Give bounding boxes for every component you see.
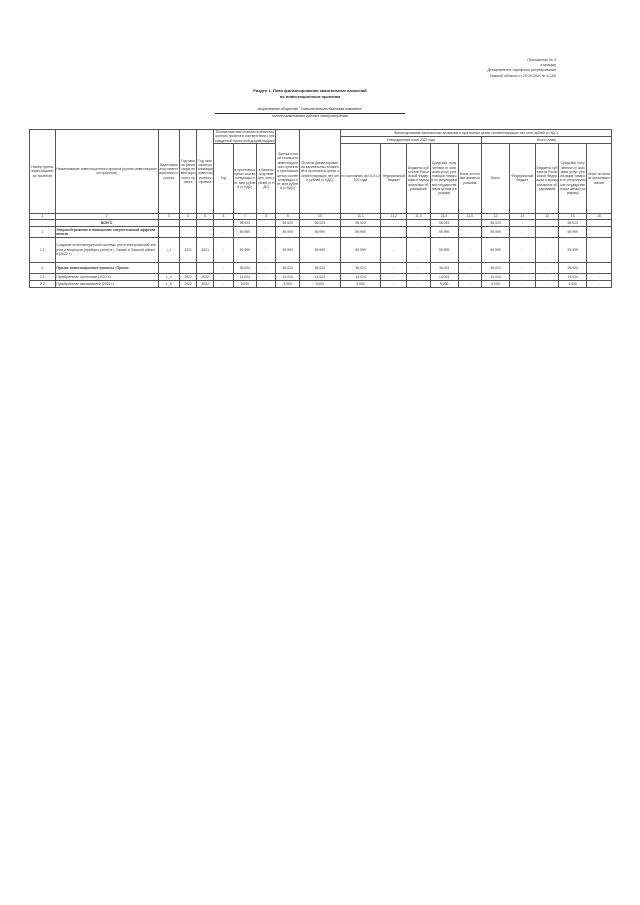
cell: 96,023 — [233, 219, 257, 226]
cell: - — [509, 219, 535, 226]
cell: 36,024 — [340, 262, 381, 273]
cell: 9,000 — [299, 280, 340, 287]
cell: 59,999 — [430, 237, 458, 262]
column-index: 3 — [158, 213, 179, 219]
cell: 14,024 — [340, 273, 381, 280]
header-as-of: по состоянию на 01.01.2022 года — [340, 143, 381, 213]
cell — [158, 219, 179, 226]
header-other: Иные источники финансирования — [458, 143, 482, 213]
cell: 96,023 — [299, 219, 340, 226]
header-federal: Федеральный бюджет — [509, 143, 535, 213]
cell: 14,024 — [559, 273, 587, 280]
cell: - — [535, 280, 559, 287]
cell: - — [257, 226, 276, 237]
cell — [197, 219, 214, 226]
cell: 9,000 — [276, 280, 300, 287]
cell: - — [381, 280, 407, 287]
cell: - — [214, 262, 233, 273]
cell: 2021 — [197, 237, 214, 262]
attachment-header — [386, 58, 556, 79]
cell: 59,999 — [482, 226, 510, 237]
cell: 59,999 — [559, 226, 587, 237]
cell — [197, 226, 214, 237]
cell: - — [509, 262, 535, 273]
cell: - — [381, 226, 407, 237]
header-end-year: Год окончания реализации инвестиционного проекта — [197, 130, 214, 214]
cell-name: Энергосбережение и повышение энергетической эффективности — [55, 226, 158, 237]
cell: - — [509, 226, 535, 237]
header-project-name: Наименование инвестиционного проекта (группы инвестиционных проектов) — [55, 130, 158, 214]
table-row — [30, 273, 612, 280]
header-start-year: Год начала реализации инвестиционного проекта — [180, 130, 197, 214]
table-row — [30, 219, 612, 226]
column-index: 14 — [535, 213, 559, 219]
cell: - — [257, 219, 276, 226]
cell: 96,023 — [340, 219, 381, 226]
header-base-prices: в базисном уровне цен, млн рублей (с НДС) — [257, 143, 276, 213]
cell: 1.1 — [30, 237, 56, 262]
cell — [197, 262, 214, 273]
cell-name: Приобретение оргтехники (2022 г.) — [55, 273, 158, 280]
column-index: 8 — [257, 213, 276, 219]
cell: - — [381, 219, 407, 226]
cell: 59,999 — [430, 226, 458, 237]
cell: - — [257, 280, 276, 287]
cell: 2022 — [180, 280, 197, 287]
cell: 2021 — [180, 237, 197, 262]
cell: - — [407, 262, 431, 273]
cell: 14,024 — [299, 273, 340, 280]
header-regional: Бюджеты субъектов Российской Федерации и муниципальных образований — [407, 143, 431, 213]
cell-name: Создание интеллектуальной системы учета электрической энергии и мощности (приборы учета) в г. Томске и Томской области (2022 г.) — [55, 237, 158, 262]
column-index: 11.3 — [407, 213, 431, 219]
column-index: 6 — [214, 213, 233, 219]
cell: - — [458, 237, 482, 262]
cell: 96,023 — [276, 219, 300, 226]
column-index: 4 — [180, 213, 197, 219]
attachment-line: к приказу — [540, 63, 556, 68]
cell: 59,999 — [559, 237, 587, 262]
section-title — [160, 88, 460, 99]
cell: 2022 — [197, 280, 214, 287]
header-other: Иные источники финансирования — [587, 143, 612, 213]
cell-name: Приобретение автомобилей (2022 г.) — [55, 280, 158, 287]
cell: 59,999 — [233, 226, 257, 237]
cell: 36,024 — [276, 262, 300, 273]
organization-block — [215, 107, 405, 119]
cell: - — [587, 280, 612, 287]
cell: - — [381, 262, 407, 273]
cell: 59,999 — [299, 237, 340, 262]
column-index: 15 — [559, 213, 587, 219]
table-row — [30, 237, 612, 262]
cell: 9,000 — [482, 280, 510, 287]
organization-name: Акционерное общество "Томская энергосбытовая компания" — [215, 107, 405, 114]
section-title-line: по инвестиционным проектам — [279, 93, 341, 99]
cell: - — [535, 226, 559, 237]
cell: 9,000 — [559, 280, 587, 287]
cell: - — [509, 273, 535, 280]
header-own-funds: Средства, полученные от оказания услуг, реализации товаров по регулируемым государственным ценам (тарифам) — [559, 143, 587, 213]
table-row — [30, 280, 612, 287]
cell: - — [407, 226, 431, 237]
header-own-funds: Средства, полученные от оказания услуг, реализации товаров по регулируемым государственным ценам (тарифам) — [430, 143, 458, 213]
cell: 59,999 — [482, 237, 510, 262]
cell: - — [407, 273, 431, 280]
column-index: 7 — [233, 213, 257, 219]
column-index: 16 — [587, 213, 612, 219]
column-index: 10 — [299, 213, 340, 219]
cell: 9,000 — [340, 280, 381, 287]
header-total: Всего — [482, 143, 510, 213]
cell: 59,999 — [340, 237, 381, 262]
cell: 1 — [30, 226, 56, 237]
cell: 9,000 — [233, 280, 257, 287]
header-full-cost: Полная сметная стоимость инвестиционного проекта в соответствии с утвержденной проектной документацией — [215, 130, 275, 143]
cell: 2.2 — [30, 280, 56, 287]
organization-note: полное наименование субъекта электроэнергетики — [272, 113, 348, 118]
cell: - — [509, 237, 535, 262]
cell — [158, 226, 179, 237]
column-index: 11.4 — [430, 213, 458, 219]
cell: - — [509, 280, 535, 287]
header-remaining-financing: Остаток финансирования капитальных вложений в прогнозных ценах соответствующих лет, млн рублей (с НДС) — [299, 130, 340, 214]
section-title-line: Раздел 1. План финансирования капитальных вложений — [253, 88, 367, 93]
cell: - — [214, 237, 233, 262]
cell: - — [458, 280, 482, 287]
cell: 59,999 — [340, 226, 381, 237]
table-row — [30, 226, 612, 237]
cell: - — [535, 219, 559, 226]
cell: - — [407, 237, 431, 262]
header-forecast-prices: в прогнозных ценах соответствующих лет, млн рублей (с НДС) — [233, 143, 257, 213]
cell — [587, 262, 612, 273]
cell: - — [535, 237, 559, 262]
column-index: 5 — [197, 213, 214, 219]
header-row — [30, 130, 612, 137]
cell: - — [458, 273, 482, 280]
header-totals: Итого (план) — [482, 136, 612, 143]
cell: - — [381, 273, 407, 280]
cell: 14,024 — [276, 273, 300, 280]
cell: - — [214, 280, 233, 287]
cell — [30, 219, 56, 226]
header-regional: Бюджеты субъектов Российской Федерации и муниципальных образований — [535, 143, 559, 213]
header-year: Год — [214, 143, 233, 213]
cell: 36,024 — [299, 262, 340, 273]
cell — [587, 226, 612, 237]
cell: 36,024 — [559, 262, 587, 273]
cell — [180, 262, 197, 273]
cell: 2 — [30, 262, 56, 273]
cell — [180, 226, 197, 237]
cell — [180, 219, 197, 226]
header-plan-2022: Утвержденный план 2022 года — [340, 136, 481, 143]
cell — [587, 219, 612, 226]
column-index: 12 — [482, 213, 510, 219]
column-index: 11.5 — [458, 213, 482, 219]
cell: - — [214, 219, 233, 226]
cell: 96,023 — [559, 219, 587, 226]
cell: 36,024 — [233, 262, 257, 273]
cell: - — [257, 273, 276, 280]
cell — [158, 262, 179, 273]
attachment-line: Томской области от 29.10.2021 № 6-165 — [489, 73, 556, 78]
cell-name: Прочие инвестиционные проекты / Прочее — [55, 262, 158, 273]
cell: - — [587, 273, 612, 280]
cell: 59,999 — [299, 226, 340, 237]
column-index: 13 — [509, 213, 535, 219]
header-plan-financing: Финансирование капитальных вложений в прогнозных ценах соответствующих лет, млн рублей (с НДС) — [340, 130, 611, 137]
cell: - — [381, 237, 407, 262]
cell: - — [535, 262, 559, 273]
cell: - — [257, 237, 276, 262]
cell: 59,999 — [276, 237, 300, 262]
cell: - — [458, 226, 482, 237]
cell: 9,000 — [430, 280, 458, 287]
table-row — [30, 262, 612, 273]
column-index: 1 — [30, 213, 56, 219]
cell: - — [257, 262, 276, 273]
cell: 14,024 — [482, 273, 510, 280]
cell: - — [458, 262, 482, 273]
cell: L_5 — [158, 280, 179, 287]
cell: 14,024 — [430, 273, 458, 280]
column-index: 11.1 — [340, 213, 381, 219]
cell: 59,999 — [233, 237, 257, 262]
cell: I_1 — [158, 237, 179, 262]
cell: L_4 — [158, 273, 179, 280]
cell: 36,024 — [430, 262, 458, 273]
cell: - — [458, 219, 482, 226]
cell: 2022 — [180, 273, 197, 280]
cell: 2022 — [197, 273, 214, 280]
cell — [587, 237, 612, 262]
column-index: 9 — [276, 213, 300, 219]
attachment-line: Департамента тарифного регулирования — [487, 68, 556, 73]
cell: 14,024 — [233, 273, 257, 280]
header-group-number: Номер группы инвестиционных проектов — [30, 130, 56, 214]
cell-name: ВСЕГО — [55, 219, 158, 226]
cell: - — [214, 226, 233, 237]
column-index: 11.2 — [381, 213, 407, 219]
column-index: 2 — [55, 213, 158, 219]
cell: - — [407, 219, 431, 226]
header-project-id: Идентификатор инвестиционного проекта — [158, 130, 179, 214]
cell: 96,023 — [430, 219, 458, 226]
cell: 36,024 — [482, 262, 510, 273]
attachment-line: Приложение № 3 — [527, 58, 556, 62]
cell: 96,023 — [482, 219, 510, 226]
header-federal: Федеральный бюджет — [381, 143, 407, 213]
cell: 59,999 — [276, 226, 300, 237]
cell: 2.1 — [30, 273, 56, 280]
cell: - — [535, 273, 559, 280]
header-estimated-cost: Оценка полной стоимости инвестиционного проекта в прогнозных ценах соответствующих лет, млн рублей (с НДС) — [276, 130, 300, 214]
cell: - — [407, 280, 431, 287]
capital-investment-table — [29, 129, 612, 288]
cell: - — [214, 273, 233, 280]
